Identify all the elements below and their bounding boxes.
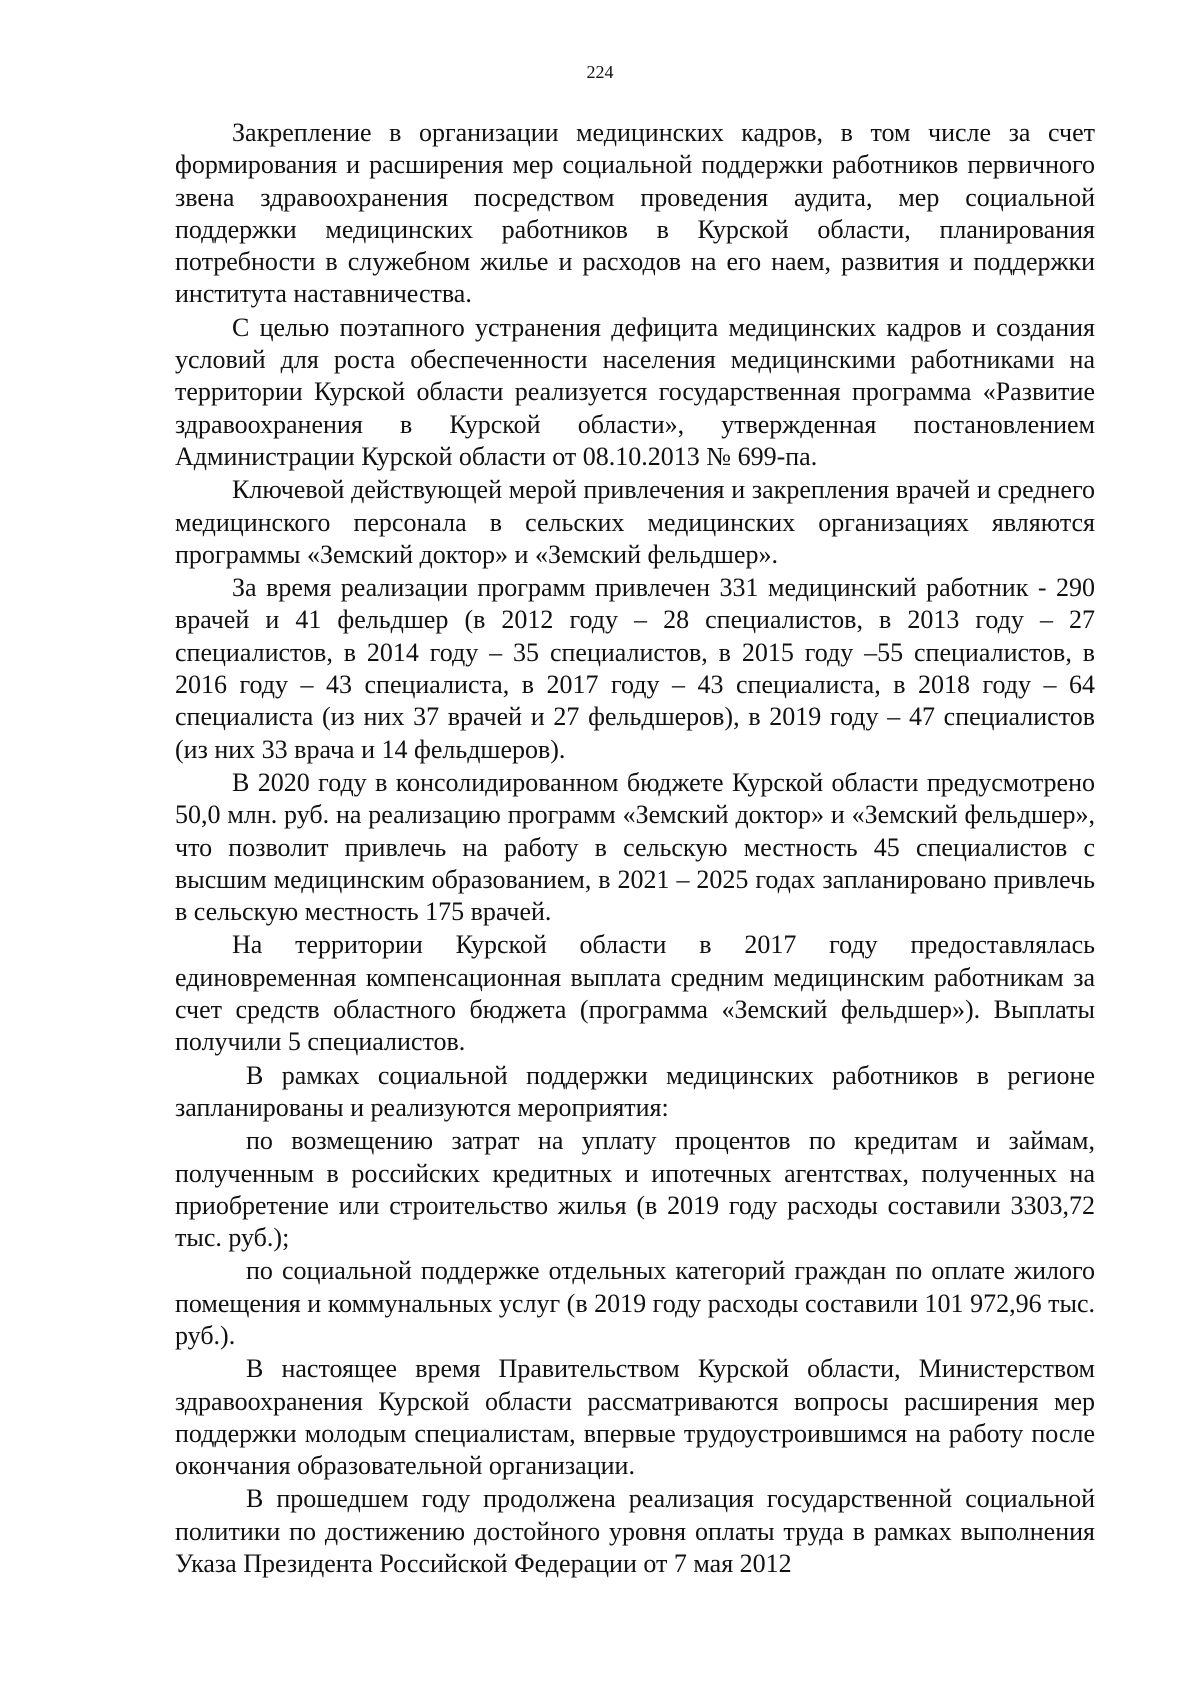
paragraph-loan-compensation: по возмещению затрат на уплату процентов по кредитам и займам, полученным в российских кредитных и ипотечных агентствах, полученных на приобретение или строительство жилья (в 2019 году расходы составили 3303,72 тыс. руб.);	[175, 1126, 1095, 1253]
paragraph-staff-retention: Закрепление в организации медицинских кадров, в том числе за счет формирования и расширения мер социальной поддержки работников первичного звена здравоохранения посредством проведения аудита, мер социальной поддержки медицинских работников в Курской области, планирования потребности в служебном жилье и расходов на его наем, развития и поддержки института наставничества.	[175, 118, 1095, 309]
paragraph-young-specialists: В настоящее время Правительством Курской области, Министерством здравоохранения Курской области рассматриваются вопросы расширения мер поддержки молодым специалистам, впервые трудоустроившимся на работу после окончания образовательной организации.	[175, 1354, 1095, 1481]
paragraph-salary-policy: В прошедшем году продолжена реализация государственной социальной политики по достижению достойного уровня оплаты труда в рамках выполнения Указа Президента Российской Федерации от 7 мая 2012	[175, 1484, 1095, 1579]
paragraph-utility-support: по социальной поддержке отдельных категорий граждан по оплате жилого помещения и коммунальных услуг (в 2019 году расходы составили 101 972,96 тыс. руб.).	[175, 1256, 1095, 1350]
document-body	[175, 117, 1095, 1581]
paragraph-program-results: За время реализации программ привлечен 331 медицинский работник - 290 врачей и 41 фельдшер (в 2012 году – 28 специалистов, в 2013 году – 27 специалистов, в 2014 году – 35 специалистов, в 2015 году –55 специалистов, в 2016 году – 43 специалиста, в 2017 году – 43 специалиста, в 2018 году – 64 специалиста (из них 37 врачей и 27 фельдшеров), в 2019 году – 47 специалистов (из них 33 врача и 14 фельдшеров).	[175, 573, 1095, 764]
paragraph-state-program: С целью поэтапного устранения дефицита медицинских кадров и создания условий для роста обеспеченности населения медицинскими работниками на территории Курской области реализуется государственная программа «Развитие здравоохранения в Курской области», утвержденная постановлением Администрации Курской области от 08.10.2013 № 699-па.	[175, 312, 1095, 471]
paragraph-compensation-2017: На территории Курской области в 2017 году предоставлялась единовременная компенсационная выплата средним медицинским работникам за счет средств областного бюджета (программа «Земский фельдшер»). Выплаты получили 5 специалистов.	[175, 930, 1095, 1057]
paragraph-budget-2020: В 2020 году в консолидированном бюджете Курской области предусмотрено 50,0 млн. руб. на реализацию программ «Земский доктор» и «Земский фельдшер», что позволит привлечь на работу в сельскую местность 45 специалистов с высшим медицинским образованием, в 2021 – 2025 годах запланировано привлечь в сельскую местность 175 врачей.	[175, 767, 1095, 927]
paragraph-zemsky-programs: Ключевой действующей мерой привлечения и закрепления врачей и среднего медицинского персонала в сельских медицинских организациях являются программы «Земский доктор» и «Земский фельдшер».	[175, 475, 1095, 569]
paragraph-support-measures: В рамках социальной поддержки медицинских работников в регионе запланированы и реализуются мероприятия:	[175, 1060, 1095, 1122]
page-number: 224	[586, 62, 614, 82]
